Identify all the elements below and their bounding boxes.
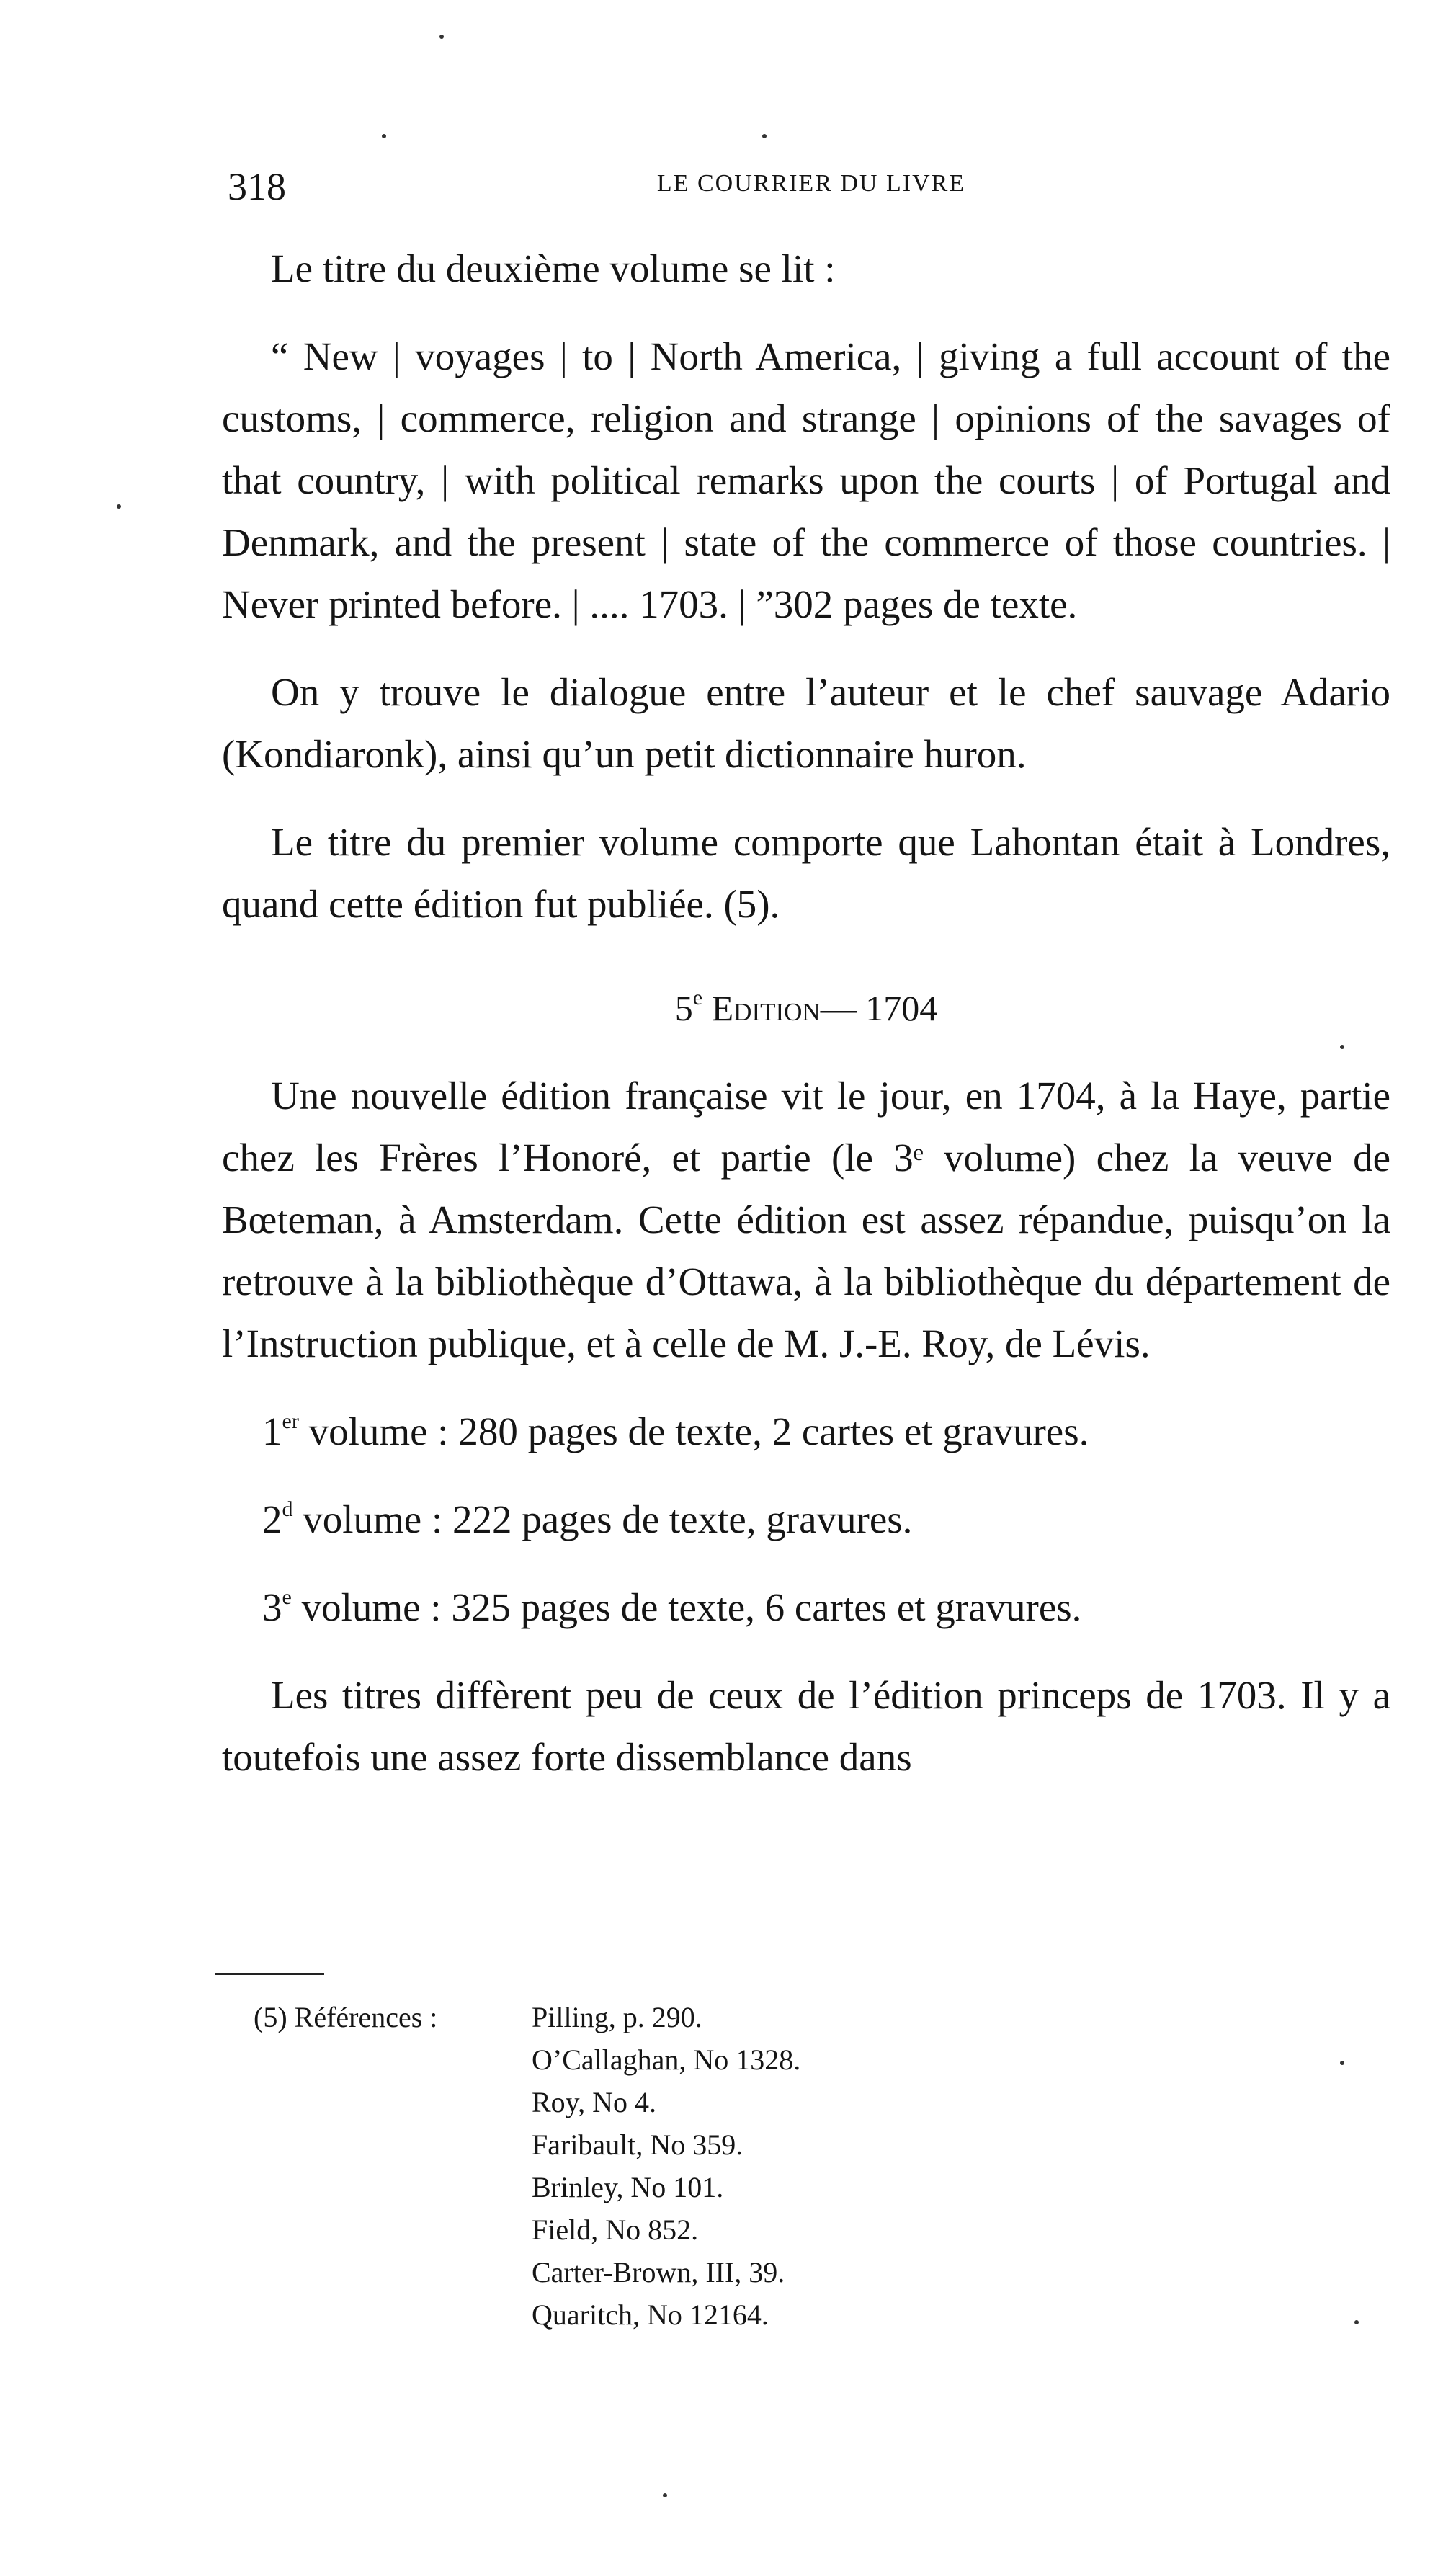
footnote-ref: Carter-Brown, III, 39.: [532, 2256, 785, 2288]
footnote-rule: [215, 1973, 324, 1975]
running-title: LE COURRIER DU LIVRE: [656, 170, 966, 197]
scan-speck: [762, 134, 767, 138]
footnote-ref: Roy, No 4.: [532, 2086, 656, 2118]
scan-speck: [382, 134, 386, 138]
scan-speck: [1340, 1045, 1344, 1049]
section-heading-sup: e: [692, 986, 703, 1010]
paragraph-closing: Les titres diffèrent peu de ceux de l’édition princeps de 1703. Il y a toutefois une assez forte dissemblance dans: [222, 1673, 1390, 1779]
footnote-ref: Field, No 852.: [532, 2214, 699, 2246]
volume-num: 2: [262, 1497, 282, 1541]
paragraph-dialogue: On y trouve le dialogue entre l’auteur et le chef sauvage Adario (Kondiaronk), ainsi qu’un petit dictionnaire huron.: [222, 670, 1390, 776]
paragraph-1704-edition: Une nouvelle édition française vit le jour, en 1704, à la Haye, partie chez les Frères l’Honoré, et partie (le 3ᵉ volume) chez la veuve de Bœteman, à Amsterdam. Cette édition est assez répandue, puisqu’on la retrouve à la bibliothèque d’Ottawa, à la bibliothèque du département de l’Instruction publique, et à celle de M. J.-E. Roy, de Lévis.: [222, 1074, 1390, 1365]
footnote-label: (5) Références :: [254, 2001, 438, 2033]
volume-sup: d: [282, 1497, 293, 1521]
volume-num: 1: [262, 1409, 282, 1453]
footnote-ref: Brinley, No 101.: [532, 2171, 724, 2203]
volume-sup: e: [282, 1584, 292, 1609]
section-heading-year: — 1704: [820, 988, 938, 1028]
footnote-ref: Pilling, p. 290.: [532, 2001, 702, 2033]
footnote-ref: Faribault, No 359.: [532, 2128, 743, 2161]
section-heading-word: Edition: [711, 988, 821, 1028]
footnote-ref: Quaritch, No 12164.: [532, 2299, 769, 2331]
body-text: [222, 238, 1390, 1788]
scan-speck: [1354, 2320, 1359, 2324]
volume-sup: er: [282, 1409, 299, 1433]
section-heading-prefix: 5: [674, 988, 693, 1028]
footnote-ref: O’Callaghan, No 1328.: [532, 2043, 801, 2076]
footnote-references: [532, 1996, 800, 2336]
scan-speck: [1340, 2061, 1344, 2065]
volume-line-1: [222, 1401, 1390, 1463]
section-heading: [222, 977, 1390, 1039]
volume-text: volume : 280 pages de texte, 2 cartes et gravures.: [298, 1409, 1089, 1453]
paragraph-intro: Le titre du deuxième volume se lit :: [271, 246, 836, 290]
paragraph-title-quote: “ New | voyages | to | North America, | giving a full account of the customs, | commerce, religion and strange | opinions of the savages of that country, | with political remarks upon the courts | of Portugal and Denmark, and the present | state of the commerce of those countries. | Never printed before. | .... 1703. | ”302 pages de texte.: [222, 334, 1390, 626]
scan-speck: [439, 35, 444, 39]
volume-line-2: [222, 1489, 1390, 1551]
volume-text: volume : 325 pages de texte, 6 cartes et gravures.: [291, 1585, 1082, 1629]
page-number: 318: [228, 165, 286, 208]
paragraph-first-volume: Le titre du premier volume comporte que Lahontan était à Londres, quand cette édition fut publiée. (5).: [222, 820, 1390, 926]
volume-line-3: [222, 1577, 1390, 1639]
scan-speck: [663, 2493, 667, 2497]
volume-num: 3: [262, 1585, 282, 1629]
volume-text: volume : 222 pages de texte, gravures.: [292, 1497, 913, 1541]
page-header: [228, 164, 1395, 208]
scan-speck: [117, 504, 121, 509]
